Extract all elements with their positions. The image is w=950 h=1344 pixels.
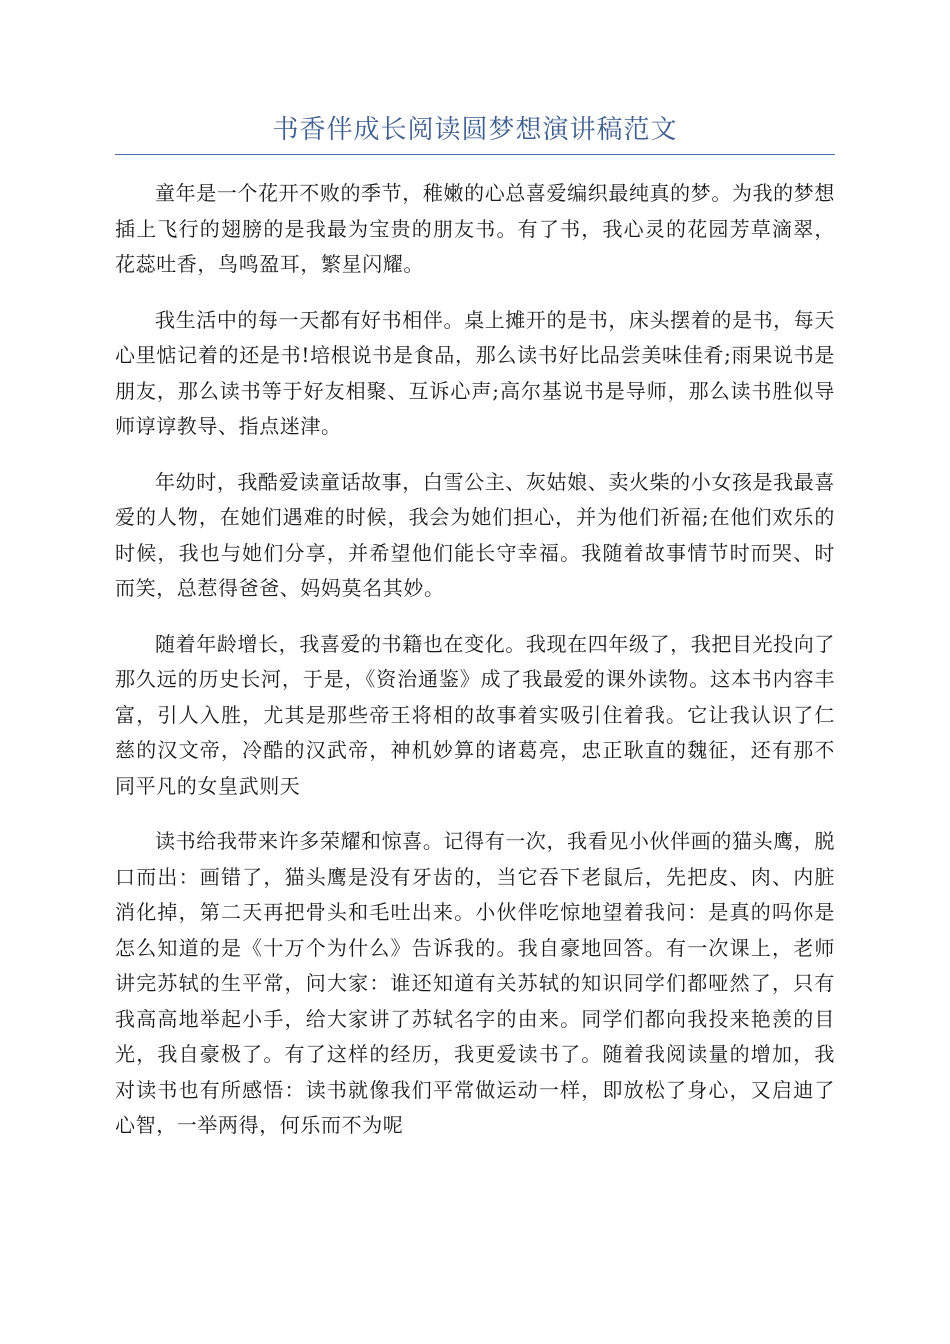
document-body xyxy=(115,176,835,1164)
paragraph-2: 我生活中的每一天都有好书相伴。桌上摊开的是书，床头摆着的是书，每天心里惦记着的还是书!培根说书是食品，那么读书好比品尝美味佳肴;雨果说书是朋友，那么读书等于好友相聚、互诉心声;高尔基说书是导师，那么读书胜似导师谆谆教导、指点迷津。 xyxy=(115,307,835,438)
page-title: 书香伴成长阅读圆梦想演讲稿范文 xyxy=(272,115,678,145)
paragraph-3: 年幼时，我酷爱读童话故事，白雪公主、灰姑娘、卖火柴的小女孩是我最喜爱的人物，在她们遇难的时候，我会为她们担心，并为他们祈福;在他们欢乐的时候，我也与她们分享，并希望他们能长守幸福。我随着故事情节时而哭、时而笑，总惹得爸爸、妈妈莫名其妙。 xyxy=(115,469,835,600)
paragraph-5: 读书给我带来许多荣耀和惊喜。记得有一次，我看见小伙伴画的猫头鹰，脱口而出：画错了，猫头鹰是没有牙齿的，当它吞下老鼠后，先把皮、肉、内脏消化掉，第二天再把骨头和毛吐出来。小伙伴吃惊地望着我问：是真的吗你是怎么知道的是《十万个为什么》告诉我的。我自豪地回答。有一次课上，老师讲完苏轼的生平常，问大家：谁还知道有关苏轼的知识同学们都哑然了，只有我高高地举起小手，给大家讲了苏轼名字的由来。同学们都向我投来艳羡的目光，我自豪极了。有了这样的经历，我更爱读书了。随着我阅读量的增加，我对读书也有所感悟：读书就像我们平常做运动一样，即放松了身心，又启迪了心智，一举两得，何乐而不为呢 xyxy=(115,829,835,1137)
title-underline xyxy=(115,154,835,155)
paragraph-1: 童年是一个花开不败的季节，稚嫩的心总喜爱编织最纯真的梦。为我的梦想插上飞行的翅膀的是我最为宝贵的朋友书。有了书，我心灵的花园芳草滴翠，花蕊吐香，鸟鸣盈耳，繁星闪耀。 xyxy=(115,181,835,276)
paragraph-4: 随着年龄增长，我喜爱的书籍也在变化。我现在四年级了，我把目光投向了那久远的历史长河，于是，《资治通鉴》成了我最爱的课外读物。这本书内容丰富，引人入胜，尤其是那些帝王将相的故事着实吸引住着我。它让我认识了仁慈的汉文帝，冷酷的汉武帝，神机妙算的诸葛亮，忠正耿直的魏征，还有那不同平凡的女皇武则天 xyxy=(115,631,835,798)
